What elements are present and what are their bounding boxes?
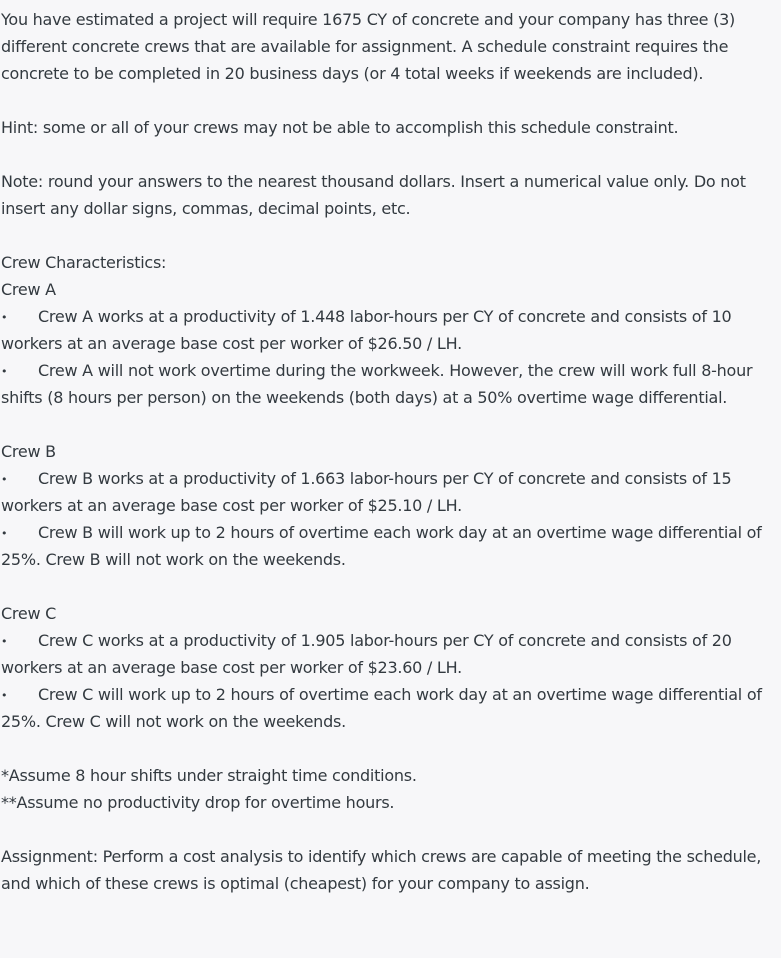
spacer xyxy=(1,141,780,168)
crew-characteristics-heading: Crew Characteristics: xyxy=(1,253,167,272)
spacer xyxy=(1,816,780,843)
bullet-text: Crew C works at a productivity of 1.905 labor-hours per CY of concrete and consists of 20 workers at an average base cost per worker of $23.60 / LH. xyxy=(1,631,732,677)
spacer xyxy=(1,222,780,249)
bullet-text: Crew B will work up to 2 hours of overtime each work day at an overtime wage differential of 25%. Crew B will not work on the weekends. xyxy=(1,523,762,569)
intro-paragraph: You have estimated a project will require 1675 CY of concrete and your company has three (3) different concrete crews that are available for assignment. A schedule constraint requires the concrete to be completed in 20 business days (or 4 total weeks if weekends are included). xyxy=(1,10,736,83)
spacer xyxy=(1,735,780,762)
spacer xyxy=(1,411,780,438)
hint-paragraph: Hint: some or all of your crews may not be able to accomplish this schedule constraint. xyxy=(1,118,679,137)
bullet-icon: • xyxy=(1,527,8,540)
bullet-icon: • xyxy=(1,311,8,324)
crew-a-bullet-2 xyxy=(1,357,780,411)
crew-a-heading: Crew A xyxy=(1,280,56,299)
crew-b-bullet-2 xyxy=(1,519,780,573)
bullet-icon: • xyxy=(1,365,8,378)
crew-b-bullet-1 xyxy=(1,465,780,519)
bullet-text: Crew B works at a productivity of 1.663 labor-hours per CY of concrete and consists of 15 workers at an average base cost per worker of $25.10 / LH. xyxy=(1,469,732,515)
crew-c-bullet-1 xyxy=(1,627,780,681)
bullet-text: Crew A will not work overtime during the workweek. However, the crew will work full 8-hour shifts (8 hours per person) on the weekends (both days) at a 50% overtime wage differential. xyxy=(1,361,753,407)
assumption-straight-time: *Assume 8 hour shifts under straight time conditions. xyxy=(1,766,417,785)
assignment-paragraph: Assignment: Perform a cost analysis to identify which crews are capable of meeting the schedule, and which of these crews is optimal (cheapest) for your company to assign. xyxy=(1,847,762,893)
bullet-icon: • xyxy=(1,473,8,486)
spacer xyxy=(1,573,780,600)
crew-c-heading: Crew C xyxy=(1,604,57,623)
assumption-no-productivity-drop: **Assume no productivity drop for overtime hours. xyxy=(1,793,395,812)
bullet-text: Crew A works at a productivity of 1.448 labor-hours per CY of concrete and consists of 10 workers at an average base cost per worker of $26.50 / LH. xyxy=(1,307,732,353)
note-paragraph: Note: round your answers to the nearest thousand dollars. Insert a numerical value only. Do not insert any dollar signs, commas, decimal points, etc. xyxy=(1,172,746,218)
crew-c-bullet-2 xyxy=(1,681,780,735)
spacer xyxy=(1,87,780,114)
crew-b-heading: Crew B xyxy=(1,442,56,461)
bullet-icon: • xyxy=(1,689,8,702)
bullet-icon: • xyxy=(1,635,8,648)
bullet-text: Crew C will work up to 2 hours of overtime each work day at an overtime wage differential of 25%. Crew C will not work on the weekends. xyxy=(1,685,762,731)
crew-a-bullet-1 xyxy=(1,303,780,357)
